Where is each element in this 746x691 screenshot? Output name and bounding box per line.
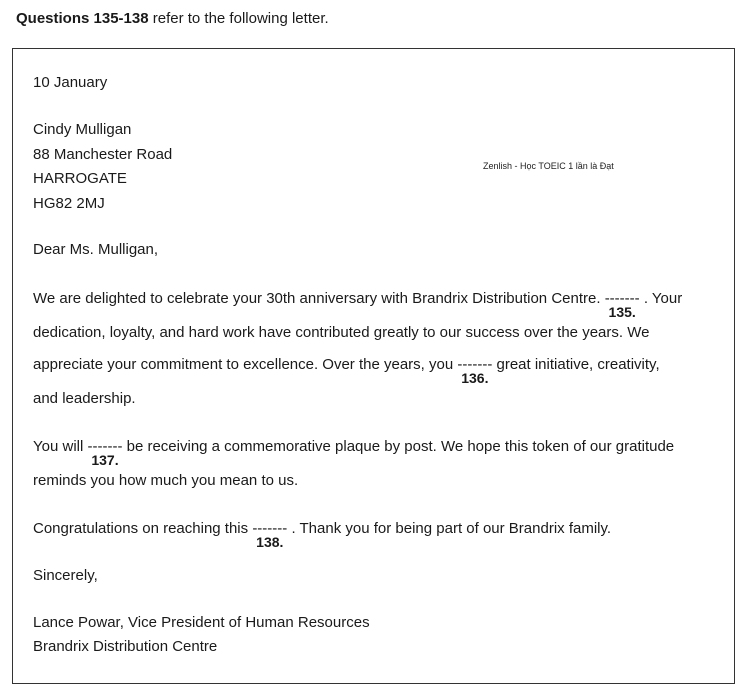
question-header <box>16 10 329 27</box>
question-range: Questions 135-138 <box>16 10 149 27</box>
closing: Sincerely, <box>33 567 98 584</box>
address-postcode: HG82 2MJ <box>33 195 105 212</box>
letter-box <box>12 48 735 684</box>
blank-138: ------- 138. <box>252 520 288 550</box>
letter-date: 10 January <box>33 74 108 91</box>
watermark-text: Zenlish - Học TOEIC 1 lần là Đạt <box>483 161 614 171</box>
blank-136: ------- 136. <box>457 356 493 386</box>
blank-135: ------- 135. <box>604 290 640 320</box>
blank-137: ------- 137. <box>87 438 123 468</box>
question-number-138: 138. <box>256 534 284 550</box>
question-instruction: refer to the following letter. <box>148 10 329 27</box>
signature-company: Brandrix Distribution Centre <box>33 638 218 655</box>
address-city: HARROGATE <box>33 170 127 187</box>
address-street: 88 Manchester Road <box>33 146 173 163</box>
paragraph-1-line-4: and leadership. <box>33 390 136 407</box>
question-number-136: 136. <box>461 370 489 386</box>
address-name: Cindy Mulligan <box>33 121 132 138</box>
paragraph-2-line-2: reminds you how much you mean to us. <box>33 472 299 489</box>
question-number-137: 137. <box>91 452 119 468</box>
paragraph-1-line-3: appreciate your commitment to excellence. Over the years, you ------- 136. great initiative, creativity, <box>33 356 660 386</box>
question-number-135: 135. <box>608 304 636 320</box>
salutation: Dear Ms. Mulligan, <box>33 241 159 258</box>
paragraph-1-line-1: We are delighted to celebrate your 30th anniversary with Brandrix Distribution Centre. ------- 135. . Your <box>33 290 683 320</box>
paragraph-1-line-2: dedication, loyalty, and hard work have contributed greatly to our success over the years. We <box>33 324 650 341</box>
signature-name: Lance Powar, Vice President of Human Resources <box>33 614 370 631</box>
paragraph-2-line-1: You will ------- 137. be receiving a commemorative plaque by post. We hope this token of our gratitude <box>33 438 675 468</box>
paragraph-3: Congratulations on reaching this ------- 138. . Thank you for being part of our Brandrix family. <box>33 520 612 550</box>
